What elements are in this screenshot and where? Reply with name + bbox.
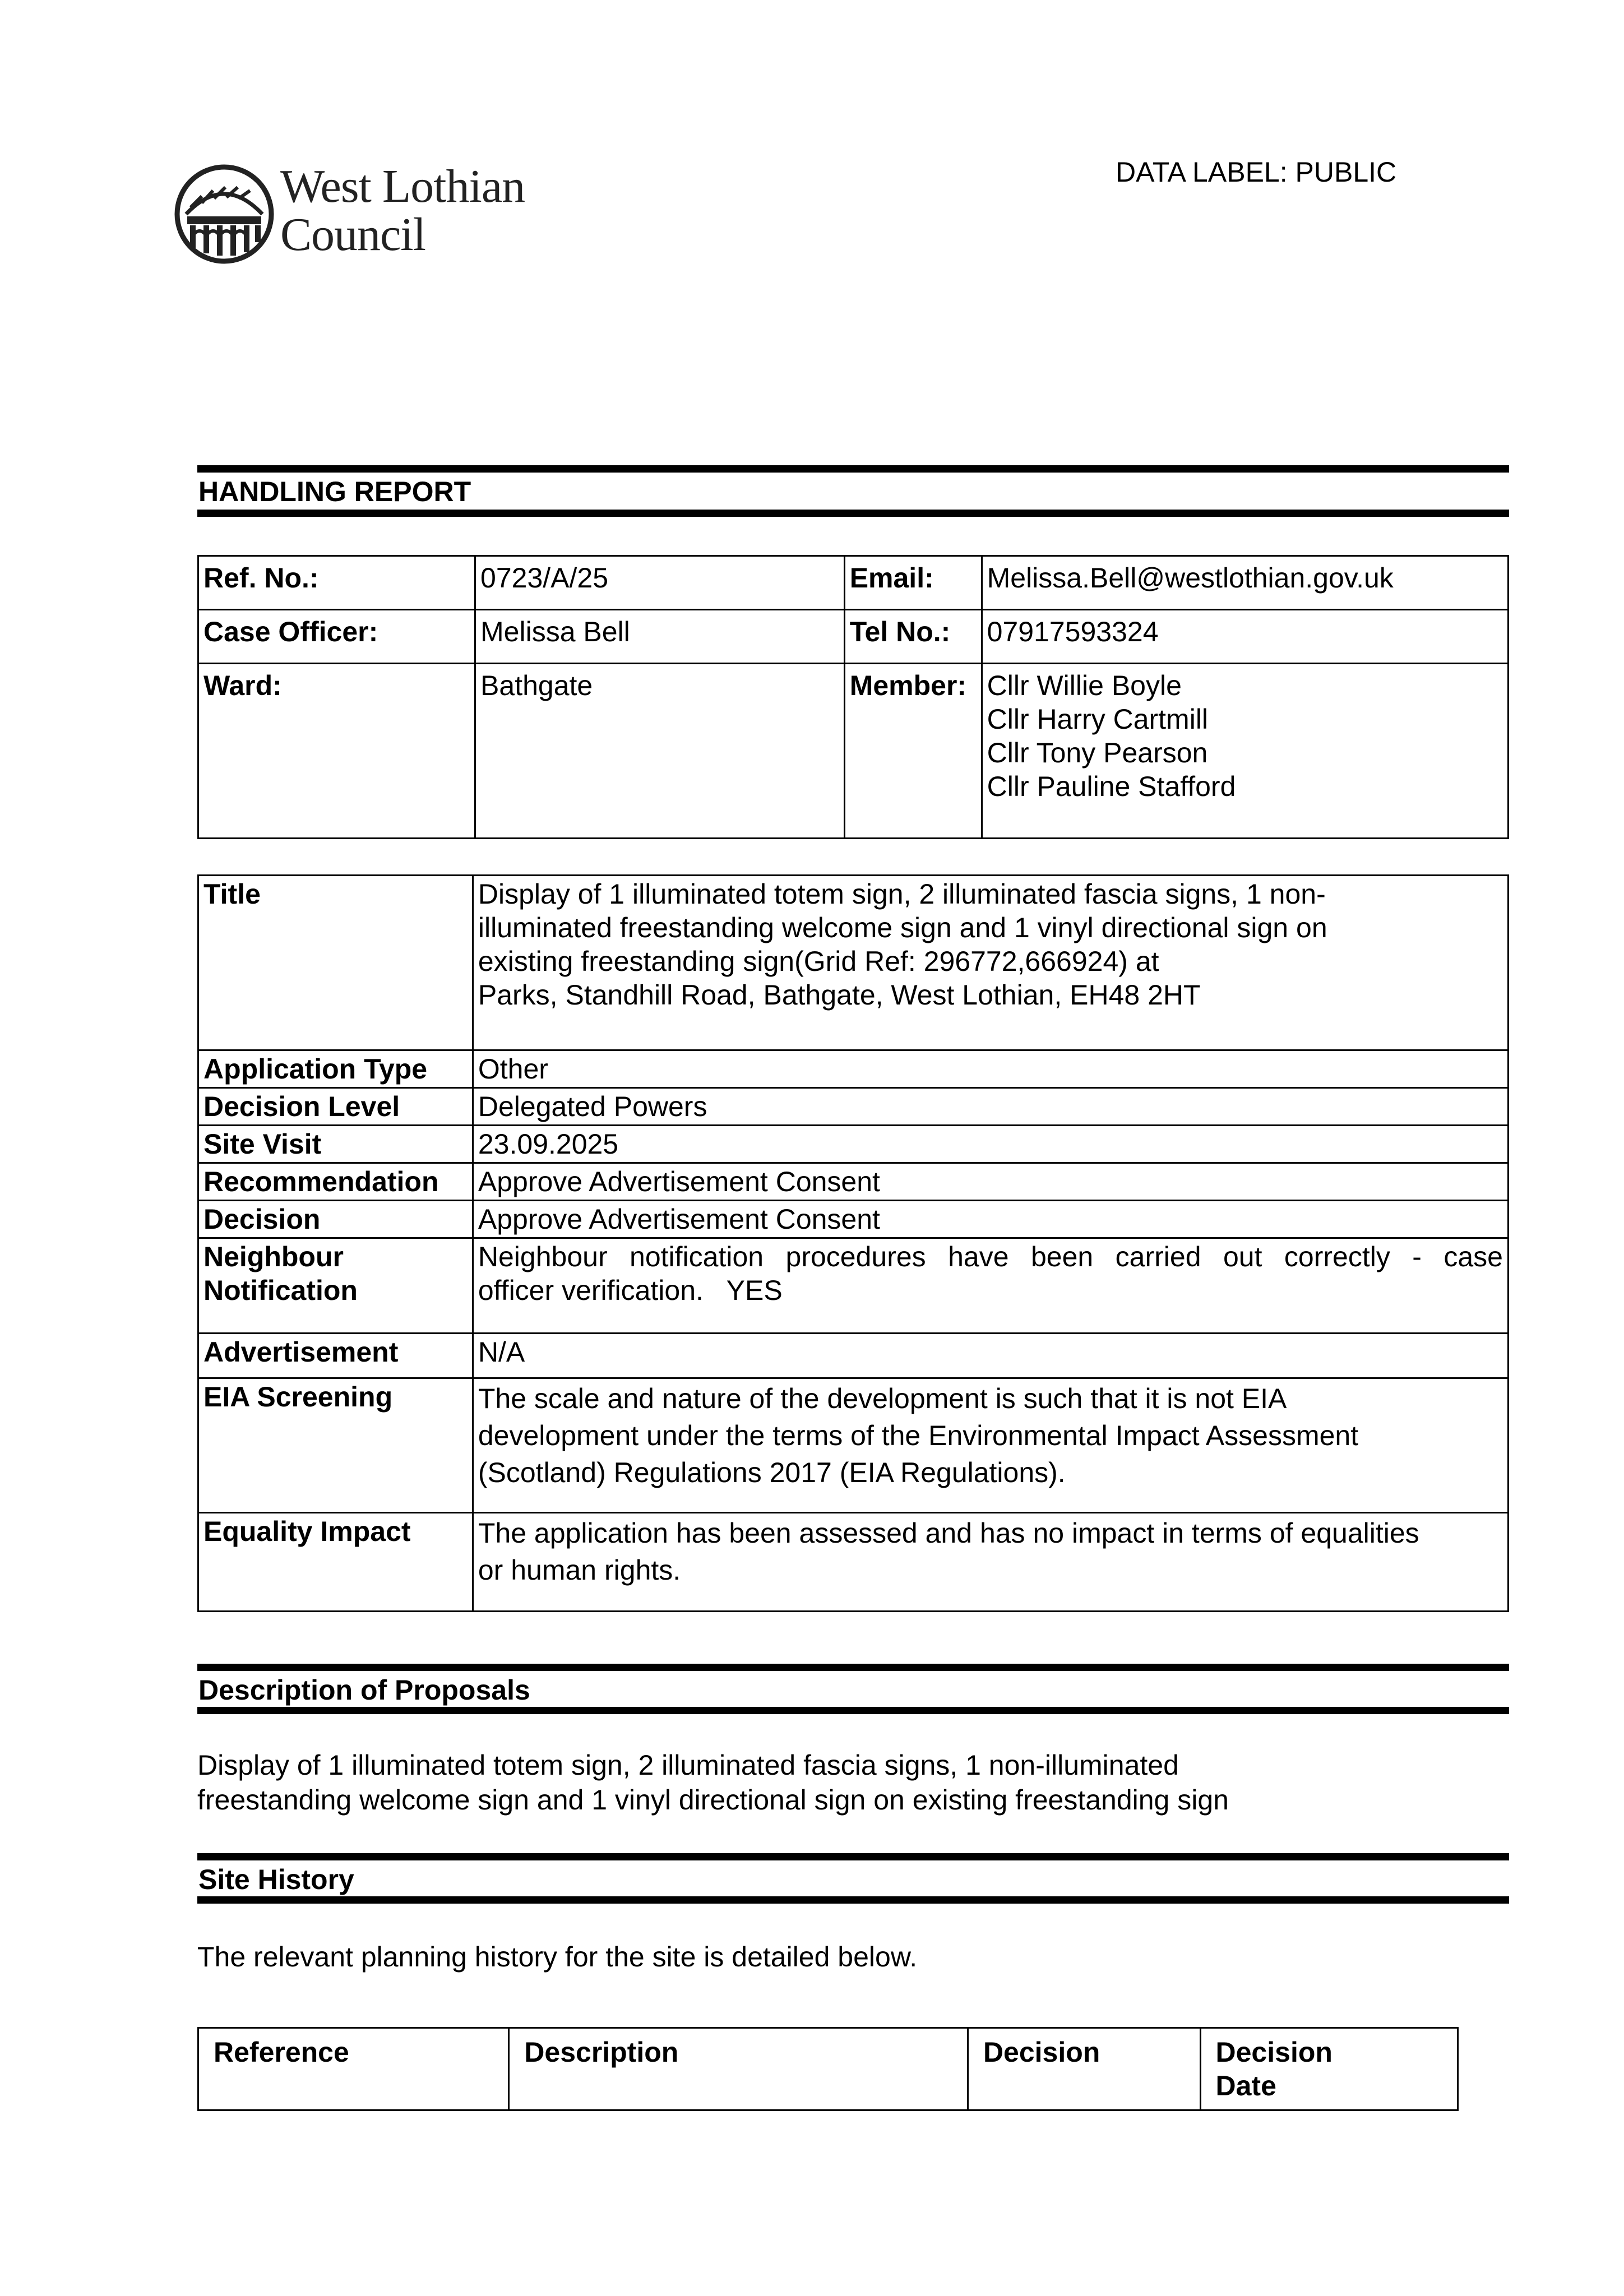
eia-screening-value <box>473 1378 1508 1513</box>
case-officer-label: Case Officer: <box>198 610 475 664</box>
header-line: Decision <box>1215 2036 1332 2068</box>
member-name: Cllr Pauline Stafford <box>987 771 1236 802</box>
rule-top <box>197 1853 1509 1860</box>
reference-table <box>197 555 1509 839</box>
rule-top <box>197 465 1509 473</box>
member-name: Cllr Harry Cartmill <box>987 703 1209 735</box>
logo-text-line1: West Lothian <box>280 160 525 212</box>
site-history-table <box>197 2027 1459 2111</box>
table-row <box>198 1050 1509 1088</box>
member-list <box>982 664 1508 839</box>
header-line: Date <box>1215 2070 1276 2101</box>
table-row <box>198 1163 1509 1201</box>
rule-bottom <box>197 1707 1509 1714</box>
table-row <box>198 1513 1509 1612</box>
value-line: The application has been assessed and has no impact in terms of equalities <box>478 1517 1419 1549</box>
decision-level-value: Delegated Powers <box>473 1088 1508 1126</box>
handling-report-band <box>197 465 1509 517</box>
email-value: Melissa.Bell@westlothian.gov.uk <box>982 556 1508 610</box>
column-header-decision-date <box>1200 2028 1458 2110</box>
proposals-heading: Description of Proposals <box>198 1674 530 1706</box>
member-label: Member: <box>844 664 982 839</box>
table-row <box>198 1088 1509 1126</box>
value-line: The scale and nature of the development is such that it is not EIA <box>478 1383 1287 1414</box>
application-type-label: Application Type <box>198 1050 473 1088</box>
table-row <box>198 1238 1509 1334</box>
table-row <box>198 1334 1509 1378</box>
equality-impact-value <box>473 1513 1508 1612</box>
ref-value: 0723/A/25 <box>475 556 845 610</box>
table-row <box>198 876 1509 1050</box>
decision-label: Decision <box>198 1201 473 1238</box>
site-visit-label: Site Visit <box>198 1126 473 1163</box>
member-name: Cllr Willie Boyle <box>987 670 1182 701</box>
proposals-text <box>197 1748 1487 1817</box>
member-name: Cllr Tony Pearson <box>987 737 1208 769</box>
table-row <box>198 610 1509 664</box>
rule-bottom <box>197 510 1509 517</box>
neighbour-notification-label <box>198 1238 473 1334</box>
column-header-reference: Reference <box>198 2028 509 2110</box>
proposals-heading-band <box>197 1664 1509 1714</box>
label-line: Notification <box>203 1275 358 1306</box>
recommendation-label: Recommendation <box>198 1163 473 1201</box>
council-logo <box>174 160 566 269</box>
title-line: existing freestanding sign(Grid Ref: 296772,666924) at <box>478 946 1159 977</box>
value-line: officer verification. YES <box>478 1275 783 1306</box>
title-value <box>473 876 1508 1050</box>
paragraph-line: Display of 1 illuminated totem sign, 2 illuminated fascia signs, 1 non-illuminated <box>197 1749 1179 1781</box>
table-row <box>198 1201 1509 1238</box>
title-line: illuminated freestanding welcome sign and 1 vinyl directional sign on <box>478 912 1327 943</box>
neighbour-notification-value <box>473 1238 1508 1334</box>
eia-screening-label: EIA Screening <box>198 1378 473 1513</box>
decision-level-label: Decision Level <box>198 1088 473 1126</box>
logo-text-line2: Council <box>280 209 425 261</box>
table-row <box>198 664 1509 839</box>
decision-value: Approve Advertisement Consent <box>473 1201 1508 1238</box>
data-label: DATA LABEL: PUBLIC <box>1116 156 1397 188</box>
table-header-row <box>198 2028 1458 2110</box>
email-label: Email: <box>844 556 982 610</box>
column-header-decision: Decision <box>968 2028 1200 2110</box>
rule-bottom <box>197 1896 1509 1904</box>
site-history-intro: The relevant planning history for the site is detailed below. <box>197 1941 918 1973</box>
paragraph-line: freestanding welcome sign and 1 vinyl directional sign on existing freestanding sign <box>197 1784 1229 1816</box>
table-row <box>198 556 1509 610</box>
tel-label: Tel No.: <box>844 610 982 664</box>
title-label: Title <box>198 876 473 1050</box>
title-line: Parks, Standhill Road, Bathgate, West Lothian, EH48 2HT <box>478 979 1201 1011</box>
value-line: Neighbour notification procedures have been carried out correctly - case <box>478 1241 1503 1272</box>
value-line: or human rights. <box>478 1554 681 1586</box>
label-line: Neighbour <box>203 1241 344 1272</box>
council-crest-icon <box>174 163 275 269</box>
rule-top <box>197 1664 1509 1671</box>
case-officer-value: Melissa Bell <box>475 610 845 664</box>
ward-value: Bathgate <box>475 664 845 839</box>
table-row <box>198 1126 1509 1163</box>
recommendation-value: Approve Advertisement Consent <box>473 1163 1508 1201</box>
ward-label: Ward: <box>198 664 475 839</box>
value-line: development under the terms of the Environmental Impact Assessment <box>478 1420 1359 1451</box>
table-row <box>198 1378 1509 1513</box>
application-table <box>197 874 1509 1612</box>
tel-value: 07917593324 <box>982 610 1508 664</box>
title-line: Display of 1 illuminated totem sign, 2 illuminated fascia signs, 1 non- <box>478 878 1326 910</box>
ref-label: Ref. No.: <box>198 556 475 610</box>
application-type-value: Other <box>473 1050 1508 1088</box>
site-history-heading: Site History <box>198 1864 354 1895</box>
page-title: HANDLING REPORT <box>198 476 471 507</box>
site-history-heading-band <box>197 1853 1509 1904</box>
value-line: (Scotland) Regulations 2017 (EIA Regulations). <box>478 1457 1066 1488</box>
site-visit-value: 23.09.2025 <box>473 1126 1508 1163</box>
equality-impact-label: Equality Impact <box>198 1513 473 1612</box>
advertisement-label: Advertisement <box>198 1334 473 1378</box>
column-header-description: Description <box>509 2028 968 2110</box>
advertisement-value: N/A <box>473 1334 1508 1378</box>
